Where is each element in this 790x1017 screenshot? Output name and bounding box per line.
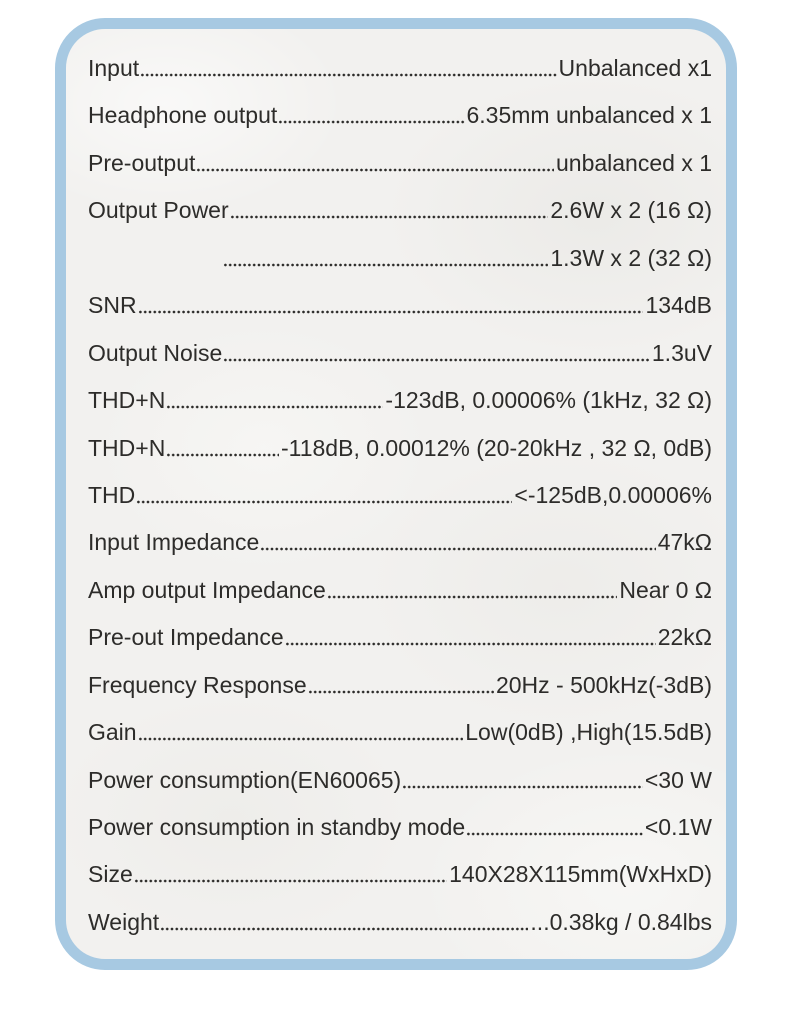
spec-row-size (88, 859, 712, 889)
spec-value: Near 0 Ω (619, 576, 712, 603)
spec-value: 1.3uV (651, 339, 712, 366)
spec-value: 134dB (645, 292, 712, 319)
spec-value: 6.35mm unbalanced x 1 (466, 102, 712, 129)
spec-value: 2.6W x 2 (16 Ω) (550, 197, 712, 224)
spec-value: -123dB, 0.00006% (1kHz, 32 Ω) (385, 387, 712, 414)
spec-row-snr (88, 290, 712, 320)
spec-label: Input (88, 55, 140, 81)
spec-label: Power consumption(EN60065) (88, 766, 402, 793)
spec-row-standby-power (88, 812, 712, 842)
spec-label: Input Impedance (88, 529, 260, 556)
spec-value: Unbalanced x1 (558, 55, 712, 81)
dotted-leader (138, 737, 464, 741)
dotted-leader (285, 642, 656, 646)
spec-label: Pre-output (88, 149, 196, 176)
spec-sheet-frame (55, 18, 737, 970)
dotted-leader (196, 168, 554, 172)
spec-sheet-paper (66, 29, 726, 959)
spec-row-frequency-response (88, 670, 712, 700)
spec-row-gain (88, 717, 712, 747)
dotted-leader (166, 453, 279, 457)
spec-label: THD (88, 481, 136, 508)
spec-label: Output Noise (88, 339, 223, 366)
spec-label: Size (88, 861, 133, 888)
spec-row-output-noise (88, 338, 712, 368)
dotted-leader (466, 832, 643, 836)
dotted-leader (134, 879, 447, 883)
spec-label: Output Power (88, 197, 229, 224)
dotted-leader (260, 547, 655, 551)
dotted-leader (278, 120, 464, 124)
spec-row-weight (88, 907, 712, 937)
dotted-leader (308, 690, 494, 694)
spec-value: <-125dB,0.00006% (514, 481, 712, 508)
spec-row-pre-out-impedance (88, 622, 712, 652)
spec-value: 47kΩ (657, 529, 712, 556)
spec-label: Pre-out Impedance (88, 624, 284, 651)
dotted-leader (166, 405, 383, 409)
spec-label: Gain (88, 719, 137, 746)
spec-row-pre-output (88, 148, 712, 178)
dotted-leader (138, 310, 644, 314)
spec-value: unbalanced x 1 (555, 149, 712, 176)
spec-row-thd-n-1khz (88, 385, 712, 415)
spec-label: Weight (88, 908, 160, 935)
spec-label: SNR (88, 292, 137, 319)
spec-row-thd-n-wideband (88, 433, 712, 463)
dotted-leader (160, 927, 528, 931)
spec-value: 1.3W x 2 (32 Ω) (550, 244, 712, 271)
spec-row-input-impedance (88, 527, 712, 557)
spec-value: 22kΩ (657, 624, 712, 651)
spec-row-output-power-32ohm (88, 243, 712, 273)
spec-row-input (88, 53, 712, 83)
spec-row-amp-output-impedance (88, 575, 712, 605)
dotted-leader (327, 595, 618, 599)
spec-row-thd (88, 480, 712, 510)
spec-row-power-consumption (88, 765, 712, 795)
dotted-leader (230, 215, 549, 219)
spec-label: Power consumption in standby mode (88, 814, 466, 840)
dotted-leader (140, 73, 556, 77)
spec-value: ...0.38kg / 0.84lbs (530, 908, 712, 935)
spec-value: 20Hz - 500kHz(-3dB) (495, 671, 712, 698)
spec-value: <30 W (644, 766, 712, 793)
spec-label: Headphone output (88, 102, 278, 129)
dotted-leader (223, 358, 650, 362)
spec-label: Frequency Response (88, 671, 307, 698)
dotted-leader (402, 785, 643, 789)
spec-value: <0.1W (644, 814, 712, 840)
spec-label: THD+N (88, 434, 166, 461)
spec-value: Low(0dB) ,High(15.5dB) (465, 719, 712, 746)
spec-row-headphone-output (88, 100, 712, 130)
spec-value: -118dB, 0.00012% (20-20kHz , 32 Ω, 0dB) (280, 434, 712, 461)
dotted-leader (223, 263, 548, 267)
spec-row-output-power-16ohm (88, 195, 712, 225)
spec-label: THD+N (88, 387, 166, 414)
spec-label: Amp output Impedance (88, 576, 326, 603)
spec-value: 140X28X115mm(WxHxD) (449, 861, 712, 888)
dotted-leader (136, 500, 512, 504)
